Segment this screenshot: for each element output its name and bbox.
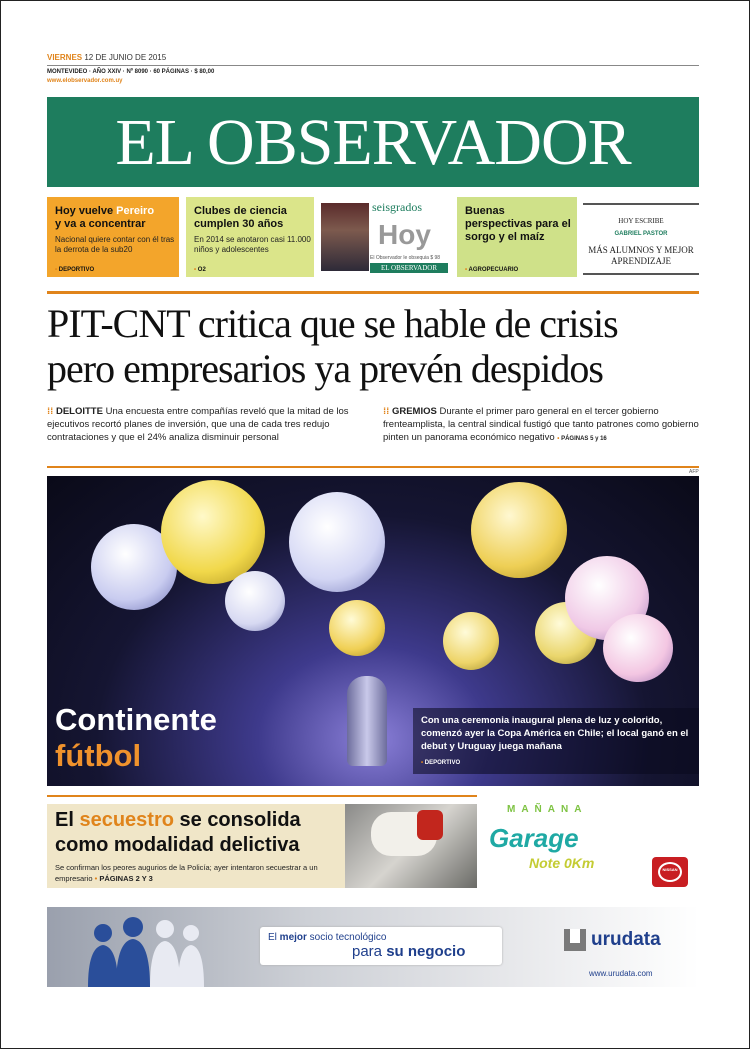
magazine-cover-image [321, 203, 369, 271]
columnist-frame [583, 203, 699, 275]
masthead [47, 97, 699, 187]
secuestro-top-rule [47, 795, 477, 797]
story-photo [345, 804, 477, 888]
column-title: MÁS ALUMNOS Y MEJOR APRENDIZAJE [588, 245, 694, 266]
red-object-image [417, 810, 443, 840]
teaser-title: Clubes de ciencia cumplen 30 años [194, 205, 287, 230]
promo-manana: MAÑANA [507, 804, 588, 815]
urudata-logo: urudata [591, 929, 661, 950]
deck-label: DELOITTE [55, 406, 103, 417]
photo-section: • DEPORTIVO [421, 760, 460, 766]
people-silhouettes-icon [83, 911, 213, 987]
deck-deloitte [47, 405, 359, 444]
headline-line-2: pero empresarios ya prevén despidos [47, 346, 603, 391]
teaser-columnist[interactable] [583, 197, 699, 277]
photo-title-line-1: Continente [55, 702, 217, 737]
deck-text: Durante el primer paro general en el tercer gobierno frenteamplista, la central sindical fustigó que tanto patrones como gobierno pinten un panorama económico negativo [383, 406, 699, 443]
balloon-image [289, 492, 385, 592]
masthead-title: EL OBSERVADOR [115, 106, 631, 179]
balloon-image [161, 480, 265, 584]
magazine-logo: EL OBSERVADOR [370, 263, 448, 273]
magazine-sub: El Observador le obsequia $ 98 [370, 255, 441, 261]
deck-label: GREMIOS [391, 406, 437, 417]
bullet-icon: ⁞⁞ [383, 406, 392, 417]
balloon-image [471, 482, 567, 578]
photo-title-line-2: fútbol [55, 738, 142, 773]
promo-garage-sub: Note 0Km [529, 855, 595, 871]
date-day: VIERNES [47, 53, 83, 62]
bullet-icon: ⁞⁞ [47, 406, 56, 417]
lead-photo[interactable] [47, 476, 699, 786]
promo-garage-logo[interactable]: Garage [489, 823, 579, 853]
balloon-image [603, 614, 673, 682]
teaser-clubes-ciencia[interactable] [186, 197, 314, 277]
urudata-logo-icon [564, 929, 586, 951]
urudata-url[interactable]: www.urudata.com [589, 969, 653, 978]
main-headline[interactable] [47, 301, 707, 391]
photo-credit: AFP [689, 469, 699, 475]
teaser-title: Hoy vuelve Pereiro y va a concentrar [55, 205, 155, 230]
teaser-section: • DEPORTIVO [55, 267, 94, 273]
columnist-label: HOY ESCRIBE [618, 217, 664, 225]
balloon-image [329, 600, 385, 656]
copa-trophy-image [347, 676, 387, 766]
top-divider [47, 65, 699, 66]
nissan-logo-icon: NISSAN [652, 857, 688, 887]
teaser-section: • O2 [194, 267, 206, 273]
edition-meta: MONTEVIDEO · AÑO XXIV · Nº 8090 · 60 PÁGINAS · $ 80,00 [47, 69, 215, 75]
photo-top-rule [47, 466, 699, 468]
site-url[interactable]: www.elobservador.com.uy [47, 78, 123, 84]
teaser-agropecuario[interactable] [457, 197, 577, 277]
ad-slogan: El mejor socio tecnológico para su negocio [260, 927, 502, 965]
columnist-author: GABRIEL PASTOR [614, 231, 668, 237]
teaser-text: En 2014 se anotaron casi 11.000 niños y adolescentes [194, 235, 311, 254]
story-secuestro[interactable] [47, 804, 477, 888]
teaser-title: Buenas perspectivas para el sorgo y el maíz [465, 205, 571, 243]
magazine-hoy: Hoy [378, 219, 431, 250]
deck-text: Una encuesta entre compañías reveló que la mitad de los ejecutivos recortó planes de inversión, que una de cada tres redujo contrataciones y que el 24% analiza disminuir personal [47, 406, 349, 443]
story-text: Se confirman los peores augurios de la Policía; ayer intentaron secuestrar a un empresario • PÁGINAS 2 Y 3 [55, 863, 318, 883]
teaser-section: • AGROPECUARIO [465, 267, 518, 273]
balloon-image [225, 571, 285, 631]
deck-pages: PÁGINAS 5 y 16 [561, 436, 607, 442]
teaser-pereiro[interactable] [47, 197, 179, 277]
photo-caption: Con una ceremonia inaugural plena de luz y colorido, comenzó ayer la Copa América en Chile; el local ganó en el debut y Uruguay juega mañana [421, 715, 689, 752]
balloon-image [443, 612, 499, 670]
teaser-seisgrados[interactable] [320, 197, 451, 277]
magazine-brand: seisgrados [372, 200, 422, 214]
teaser-text: Nacional quiere contar con él tras la derrota de la sub20 [55, 235, 175, 254]
story-headline: El secuestro se consolida como modalidad delictiva [55, 809, 301, 856]
edition-date [47, 53, 166, 62]
urudata-advertisement[interactable] [47, 907, 699, 987]
photo-caption-box [413, 708, 699, 774]
headline-top-rule [47, 291, 699, 294]
deck-gremios: ⁞⁞ GREMIOS Durante el primer paro general en el tercer gobierno frenteamplista, la central sindical fustigó que tanto patrones como gobierno pinten un panorama económico negativo • PÁGINAS 5 y 16 [383, 406, 699, 443]
date-rest: 12 DE JUNIO DE 2015 [84, 53, 167, 62]
headline-line-1: PIT-CNT critica que se hable de crisis [47, 301, 618, 346]
